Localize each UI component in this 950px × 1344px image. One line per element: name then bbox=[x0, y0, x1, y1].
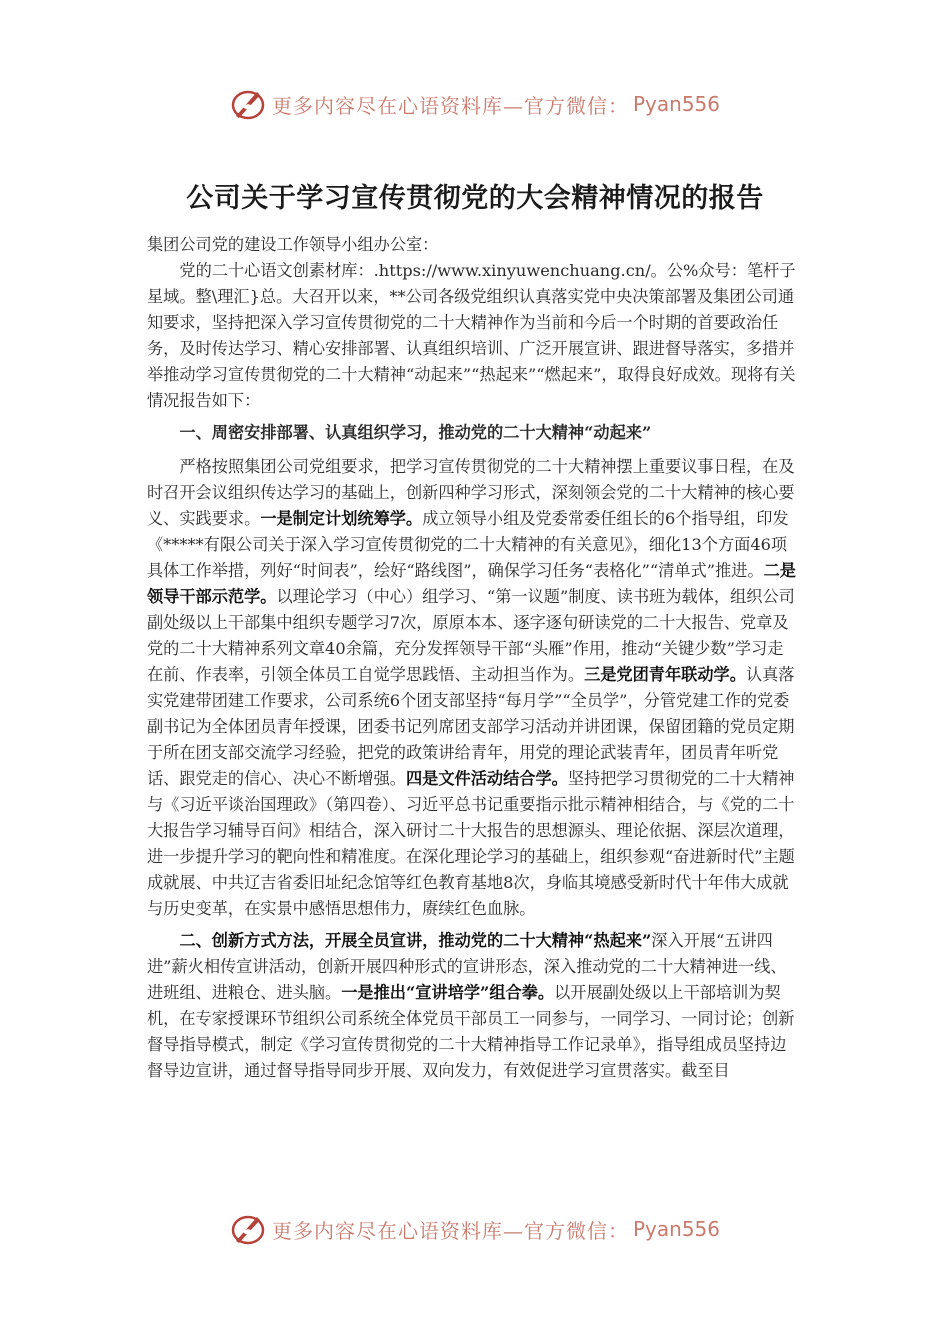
salutation: 集团公司党的建设工作领导小组办公室： bbox=[147, 235, 439, 254]
section-2-text-a: 深入开展“五讲四进”薪火相传宣讲活动，创新开展四种形式的宣讲形态，深入推动党的二十大精神进一线、进班组、进粮仓、进头脑。 bbox=[147, 931, 787, 1002]
intro-paragraph: 党的二十心语文创素材库：.https://www.xinyuwenchuang.cn/。公%众号：笔杆子星域。整\理汇}总。大召开以来，**公司各级党组织认真落实党中央决策部署及集团公司通知要求，坚持把深入学习宣传贯彻党的二十大精神作为当前和今后一个时期的首要政治任务，及时传达学习、精心安排部署、认真组织培训、广泛开展宣讲、跟进督导落实，多措并举推动学习宣传贯彻党的二十大精神“动起来”“热起来”“燃起来”，取得良好成效。现将有关情况报告如下： bbox=[147, 261, 796, 410]
banner-wechat-id: Pyan556 bbox=[632, 92, 720, 116]
footer-banner bbox=[0, 1209, 950, 1249]
section-2-paragraph bbox=[147, 928, 797, 1084]
section-1-paragraph bbox=[147, 454, 797, 922]
section-1-text-b: 成立领导小组及党委常委任组长的6个指导组，印发《*****有限公司关于深入学习宣传贯彻党的二十大精神的有关意见》，细化13个方面46项具体工作举措，列好“时间表”，绘好“路线图”，确保学习任务“表格化”“清单式”推进。 bbox=[147, 509, 789, 580]
section-1-text-c: 以理论学习（中心）组学习、“第一议题”制度、读书班为载体，组织公司副处级以上干部集中组织专题学习7次，原原本本、逐字逐句研读党的二十大报告、党章及党的二十大精神系列文章40余篇，充分发挥领导干部“头雁”作用，推动“关键少数”学习走在前、作表率，引领全体员工自觉学思践悟、主动担当作为。 bbox=[147, 587, 795, 684]
banner-wechat-id: Pyan556 bbox=[632, 1217, 720, 1241]
section-1-text-e: 坚持把学习贯彻党的二十大精神与《习近平谈治国理政》（第四卷）、习近平总书记重要指示批示精神相结合，与《党的二十大报告学习辅导百问》相结合，深入研讨二十大报告的思想源头、理论依据、深层次道理，进一步提升学习的靶向性和精准度。在深化理论学习的基础上，组织参观“奋进新时代”主题成就展、中共辽吉省委旧址纪念馆等红色教育基地8次，身临其境感受新时代十年伟大成就与历史变革，在实景中感悟思想伟力，赓续红色血脉。 bbox=[147, 769, 795, 918]
section-2-point-1: 一是推出“宣讲培学”组合拳。 bbox=[341, 983, 555, 1002]
section-1-heading: 一、周密安排部署、认真组织学习，推动党的二十大精神“动起来” bbox=[179, 423, 652, 442]
section-2-text-b: 以开展副处级以上干部培训为契机，在专家授课环节组织公司系统全体党员干部员工一同参与，一同学习、一同讨论；创新督导指导模式，制定《学习宣传贯彻党的二十大精神指导工作记录单》，指导组成员坚持边督导边宣讲，通过督导指导同步开展、双向发力，有效促进学习宣贯落实。截至目 bbox=[147, 983, 795, 1080]
banner-text: 更多内容尽在心语资料库—官方微信： bbox=[271, 1218, 629, 1243]
section-1-point-1: 一是制定计划统筹学。 bbox=[260, 509, 423, 528]
section-1-point-4: 四是文件活动结合学。 bbox=[406, 769, 568, 788]
pen-logo-icon bbox=[230, 86, 266, 122]
section-1-text-d: 认真落实党建带团建工作要求，公司系统6个团支部坚持“每月学”“全员学”，分管党建工作的党委副书记为全体团员青年授课，团委书记列席团支部学习活动并讲团课，保留团籍的党员定期于所在团支部交流学习经验，把党的政策讲给青年，用党的理论武装青年，团员青年听党话、跟党走的信心、决心不断增强。 bbox=[147, 665, 795, 788]
document-body bbox=[147, 232, 797, 1084]
section-1-point-2: 二是领导干部示范学。 bbox=[147, 561, 796, 606]
document-title: 公司关于学习宣传贯彻党的大会精神情况的报告 bbox=[186, 183, 764, 214]
pen-logo-icon bbox=[230, 1211, 266, 1247]
header-banner bbox=[0, 84, 950, 124]
section-1-text-a: 严格按照集团公司党组要求，把学习宣传贯彻党的二十大精神摆上重要议事日程，在及时召开会议组织传达学习的基础上，创新四种学习形式，深刻领会党的二十大精神的核心要义、实践要求。 bbox=[147, 457, 795, 528]
section-1-point-3: 三是党团青年联动学。 bbox=[584, 665, 746, 684]
section-2-heading: 二、创新方式方法，开展全员宣讲，推动党的二十大精神“热起来” bbox=[179, 931, 652, 950]
banner-text: 更多内容尽在心语资料库—官方微信： bbox=[271, 93, 629, 118]
